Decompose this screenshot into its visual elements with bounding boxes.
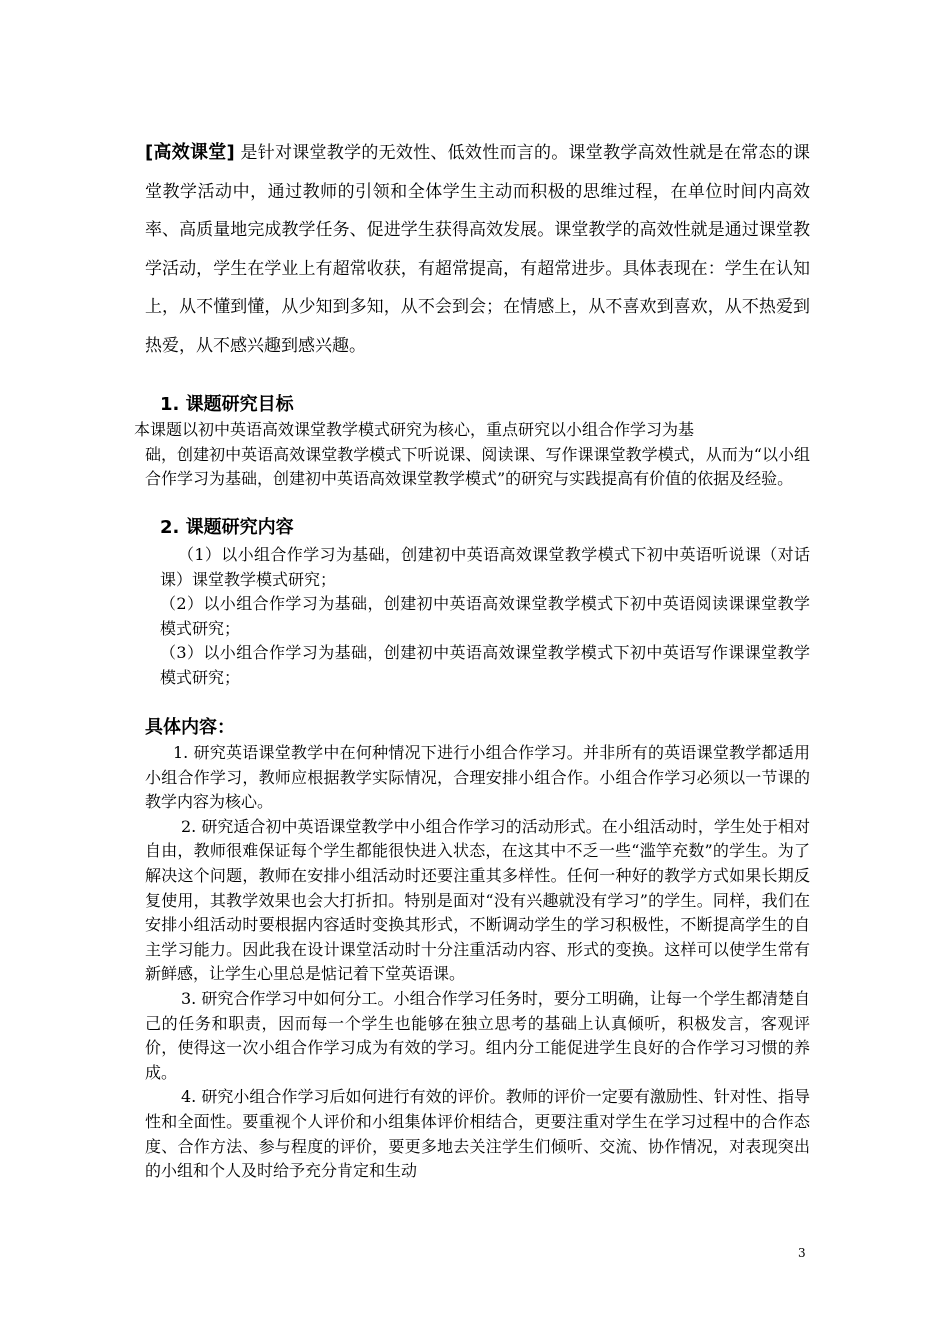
intro-text: 是针对课堂教学的无效性、低效性而言的。课堂教学高效性就是在常态的课堂教学活动中，通过教师的引领和全体学生主动而积极的思维过程，在单位时间内高效率、高质量地完成教学任务、促进学生获得高效发展。课堂教学的高效性就是通过课堂教学活动，学生在学业上有超常收获，有超常提高，有超常进步。具体表现在：学生在认知上，从不懂到懂，从少知到多知，从不会到会；在情感上，从不喜欢到喜欢，从不热爱到热爱，从不感兴趣到感兴趣。 — [145, 143, 811, 356]
content-paragraph: 3. 研究合作学习中如何分工。小组合作学习任务时，要分工明确，让每一个学生都清楚自己的任务和职责，因而每一个学生也能够在独立思考的基础上认真倾听，积极发言，客观评价，使得这一次小组合作学习成为有效的学习。组内分工能促进学生良好的合作学习习惯的养成。 — [145, 988, 810, 1082]
list-item: （2）以小组合作学习为基础，创建初中英语高效课堂教学模式下初中英语阅读课课堂教学模式研究； — [160, 594, 810, 638]
section-heading-specific-content: 具体内容： — [145, 717, 235, 738]
page-number: 3 — [798, 1246, 806, 1260]
research-goal-rest: 础，创建初中英语高效课堂教学模式下听说课、阅读课、写作课课堂教学模式，从而为“以小组合作学习为基础，创建初中英语高效课堂教学模式”的研究与实践提高有价值的依据及经验。 — [145, 444, 810, 488]
section-heading-research-goal: 1. 课题研究目标 — [160, 394, 294, 415]
research-content-list — [160, 543, 810, 690]
content-paragraph: 1. 研究英语课堂教学中在何种情况下进行小组合作学习。并非所有的英语课堂教学都适用小组合作学习，教师应根据教学实际情况，合理安排小组合作。小组合作学习必须以一节课的教学内容为核心。 — [145, 743, 810, 812]
intro-paragraph — [145, 134, 810, 365]
research-goal-paragraph — [130, 418, 810, 492]
research-goal-first-line: 本课题以初中英语高效课堂教学模式研究为核心，重点研究以小组合作学习为基 — [134, 420, 695, 439]
content-paragraph: 2. 研究适合初中英语课堂教学中小组合作学习的活动形式。在小组活动时，学生处于相对自由，教师很难保证每个学生都能很快进入状态，在这其中不乏一些“滥竽充数”的学生。为了解决这个问题，教师在安排小组活动时还要注重其多样性。任何一种好的教学方式如果长期反复使用，其教学效果也会大打折扣。特别是面对“没有兴趣就没有学习”的学生。同样，我们在安排小组活动时要根据内容适时变换其形式，不断调动学生的学习积极性，不断提高学生的自主学习能力。因此我在设计课堂活动时十分注重活动内容、形式的变换。这样可以使学生常有新鲜感，让学生心里总是惦记着下堂英语课。 — [145, 816, 810, 984]
list-item: （1）以小组合作学习为基础，创建初中英语高效课堂教学模式下初中英语听说课（对话课）课堂教学模式研究； — [160, 545, 810, 589]
section-heading-research-content: 2. 课题研究内容 — [160, 517, 294, 538]
content-paragraph: 4. 研究小组合作学习后如何进行有效的评价。教师的评价一定要有激励性、针对性、指导性和全面性。要重视个人评价和小组集体评价相结合，更要注重对学生在学习过程中的合作态度、合作方法、参与程度的评价，要更多地去关注学生们倾听、交流、协作情况，对表现突出的小组和个人及时给予充分肯定和生动 — [145, 1087, 810, 1181]
specific-content-body — [145, 741, 810, 1184]
list-item: （3）以小组合作学习为基础，创建初中英语高效课堂教学模式下初中英语写作课课堂教学模式研究； — [160, 643, 810, 687]
intro-lead-term: [高效课堂] — [145, 142, 235, 163]
